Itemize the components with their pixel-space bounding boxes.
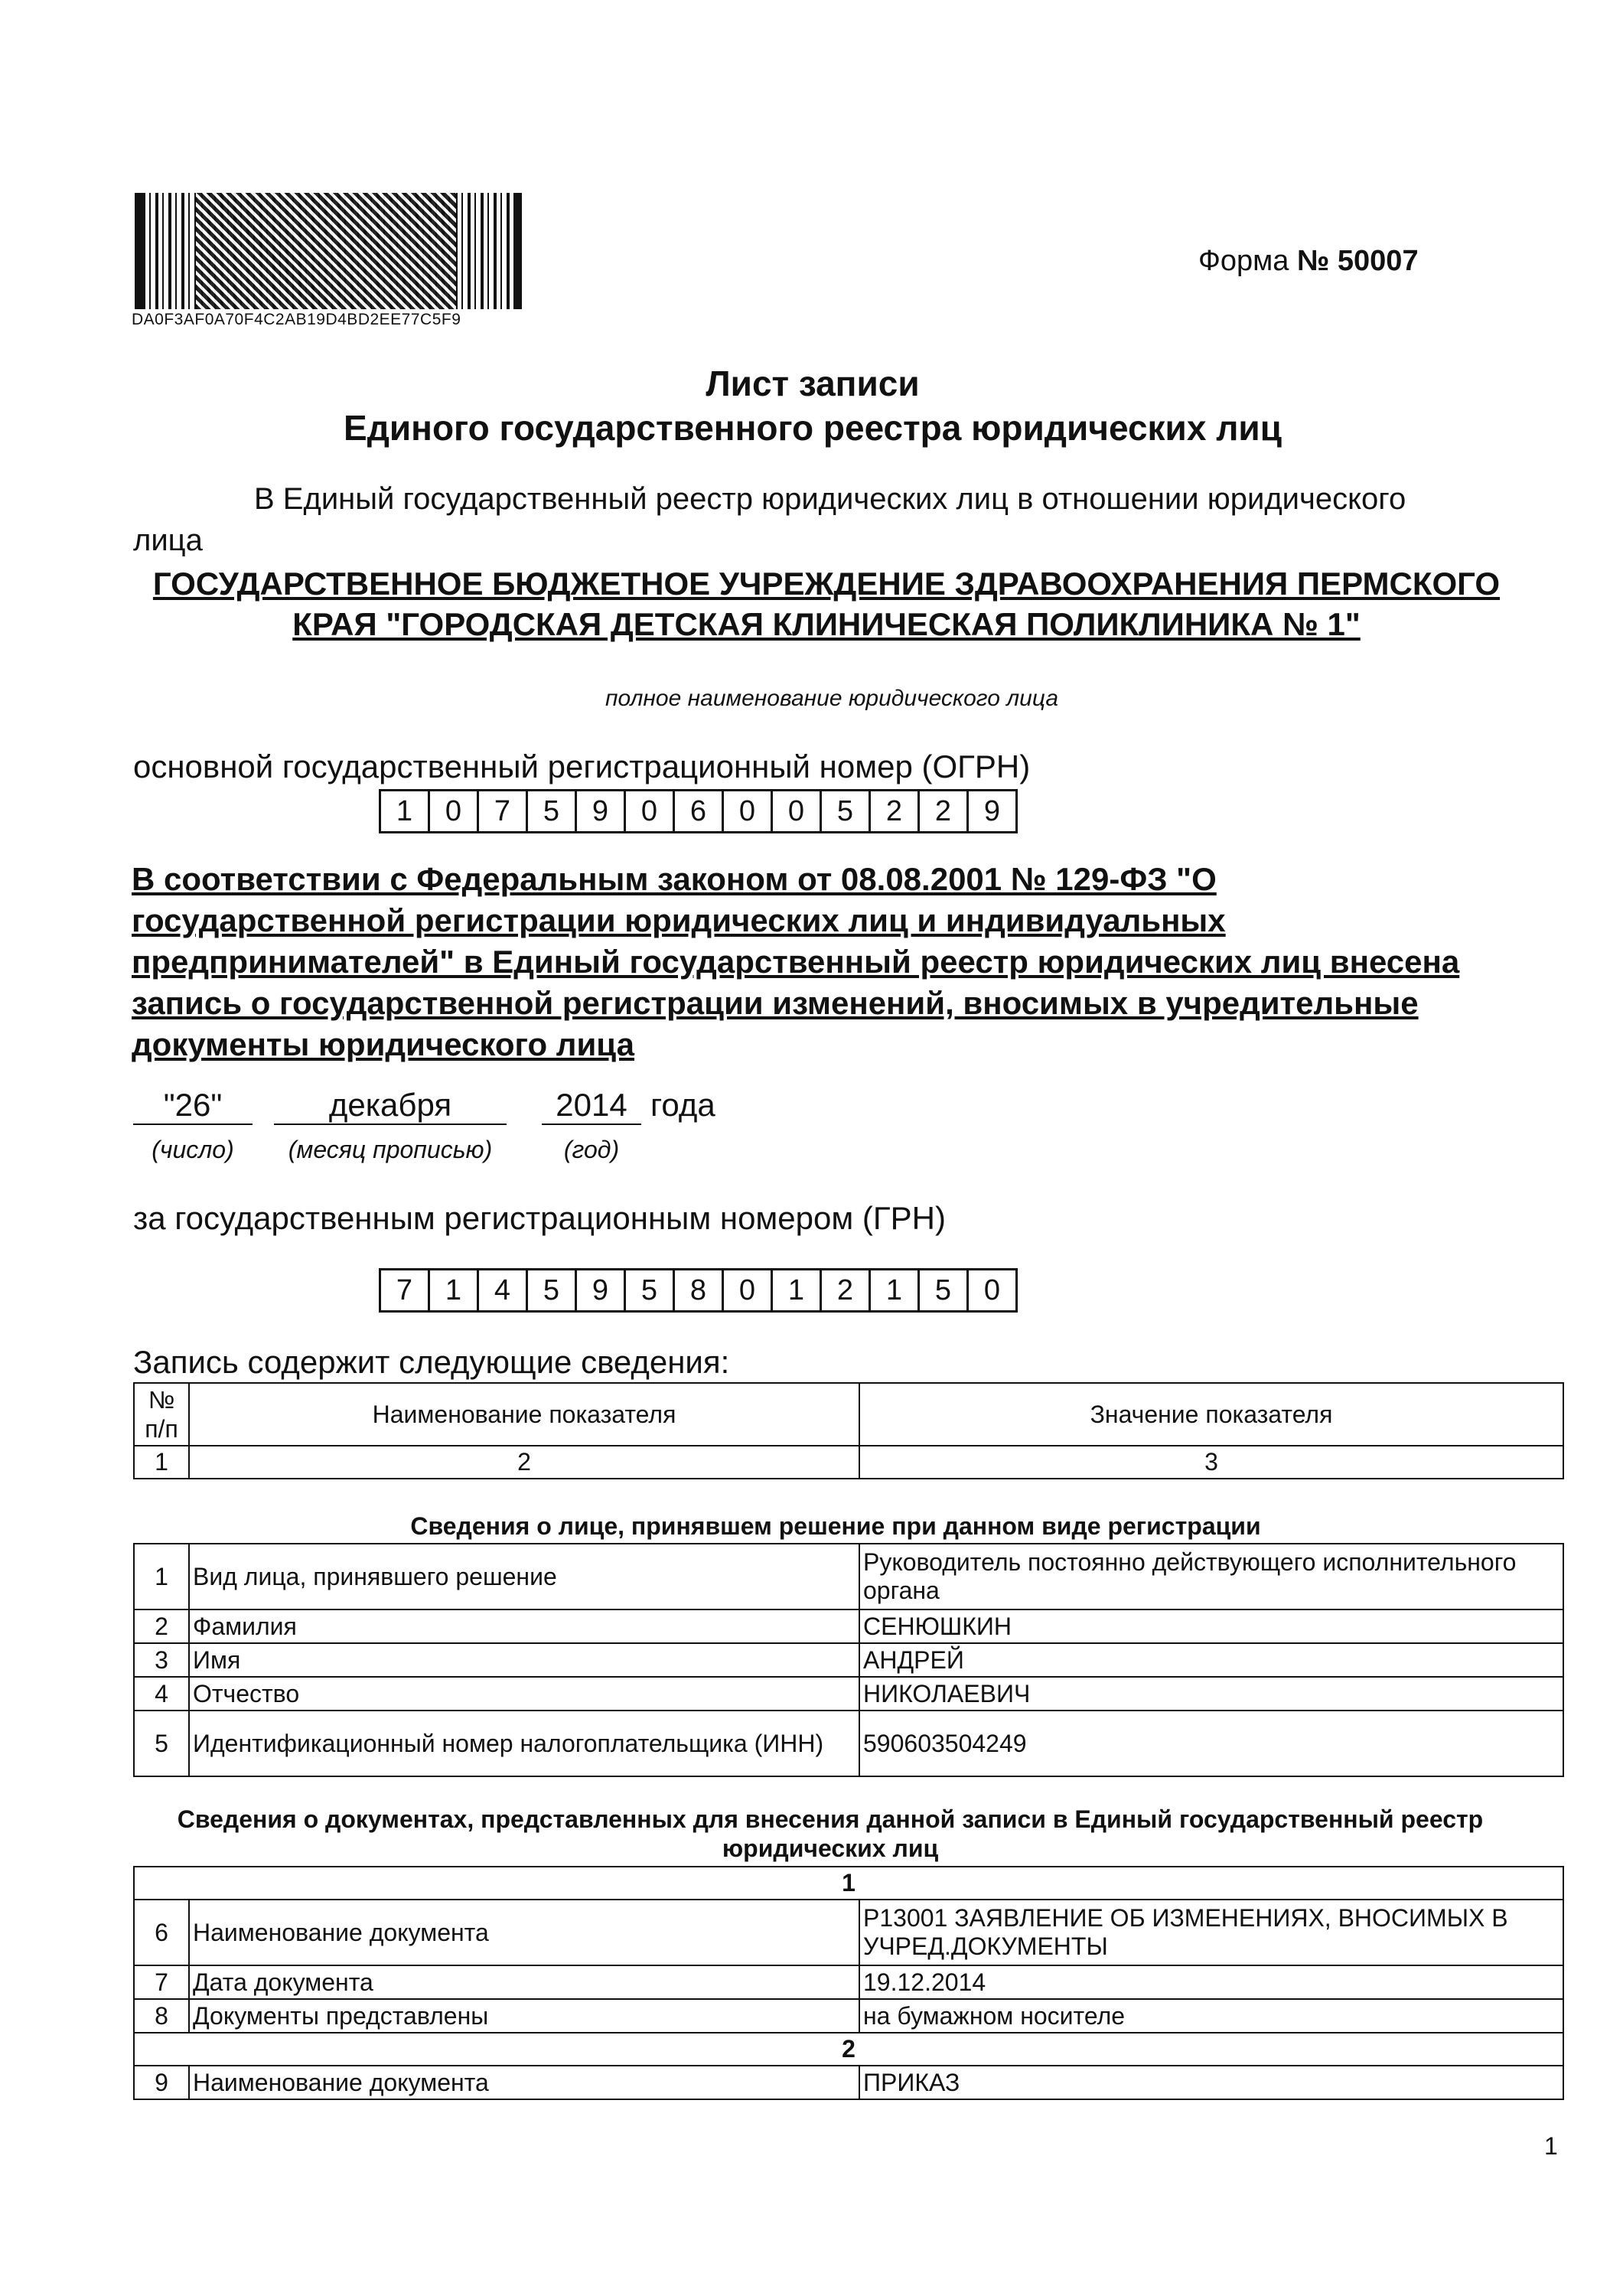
- page-number: 1: [1544, 2132, 1558, 2160]
- grn-digit: 0: [724, 1270, 773, 1310]
- organization-name: ГОСУДАРСТВЕННОЕ БЮДЖЕТНОЕ УЧРЕЖДЕНИЕ ЗДРАВООХРАНЕНИЯ ПЕРМСКОГО КРАЯ "ГОРОДСКАЯ ДЕТСКАЯ КЛИНИЧЕСКАЯ ПОЛИКЛИНИКА № 1": [152, 566, 1501, 642]
- row-name: Дата документа: [189, 1965, 859, 1999]
- form-number: [1198, 245, 1419, 278]
- row-name: Идентификационный номер налогоплательщика (ИНН): [189, 1711, 859, 1776]
- grn-label: за государственным регистрационным номером (ГРН): [133, 1200, 946, 1236]
- grn-digit: 2: [822, 1270, 871, 1310]
- group-number: 1: [134, 1867, 1563, 1900]
- row-name: Наименование документа: [189, 1900, 859, 1965]
- row-name: Документы представлены: [189, 1999, 859, 2033]
- intro-line-1: В Единый государственный реестр юридических лиц в отношении юридического: [254, 482, 1406, 516]
- header-col-2: 2: [189, 1446, 859, 1479]
- ogrn-digit: 6: [675, 791, 724, 831]
- row-number: 2: [134, 1609, 189, 1643]
- date-day: "26": [133, 1087, 253, 1125]
- document-subtitle: Единого государственного реестра юридических лиц: [344, 408, 1282, 448]
- ogrn-digit: 0: [430, 791, 479, 831]
- header-col-3: 3: [859, 1446, 1563, 1479]
- barcode-2d: [135, 193, 522, 309]
- grn-digit: 5: [528, 1270, 577, 1310]
- row-name: Имя: [189, 1643, 859, 1677]
- date-month: декабря: [274, 1087, 507, 1125]
- row-value: ПРИКАЗ: [859, 2066, 1563, 2099]
- table-row: [134, 1999, 1563, 2033]
- row-number: 9: [134, 2066, 189, 2099]
- table-row: [134, 1609, 1563, 1643]
- row-number: 8: [134, 1999, 189, 2033]
- ogrn-digit: 0: [626, 791, 675, 831]
- date-year: 2014: [542, 1087, 641, 1125]
- ogrn-digit: 2: [871, 791, 920, 831]
- organization-caption: полное наименование юридического лица: [605, 686, 1059, 711]
- document-title: Лист записи: [706, 364, 920, 403]
- row-name: Фамилия: [189, 1609, 859, 1643]
- row-number: 5: [134, 1711, 189, 1776]
- table-row: [134, 1677, 1563, 1711]
- row-value: АНДРЕЙ: [859, 1643, 1563, 1677]
- ogrn-digit: 0: [773, 791, 822, 831]
- ogrn-digit: 0: [724, 791, 773, 831]
- ogrn-digit: 1: [381, 791, 430, 831]
- row-value: 590603504249: [859, 1711, 1563, 1776]
- section1-table: [133, 1543, 1564, 1777]
- ogrn-digit: 9: [577, 791, 626, 831]
- header-num: № п/п: [134, 1383, 189, 1446]
- grn-digits: [379, 1268, 1018, 1313]
- section2-table: [133, 1866, 1564, 2100]
- grn-digit: 1: [773, 1270, 822, 1310]
- date-day-caption: (число): [152, 1136, 234, 1163]
- table-row: [134, 1383, 1563, 1446]
- ogrn-digit: 2: [920, 791, 969, 831]
- ogrn-digit: 7: [479, 791, 528, 831]
- row-name: Наименование документа: [189, 2066, 859, 2099]
- row-number: 4: [134, 1677, 189, 1711]
- grn-digit: 1: [430, 1270, 479, 1310]
- grn-digit: 0: [983, 1274, 1001, 1306]
- table-row: [134, 1965, 1563, 1999]
- table-row: [134, 2033, 1563, 2066]
- ogrn-digit: 5: [822, 791, 871, 831]
- row-value: НИКОЛАЕВИЧ: [859, 1677, 1563, 1711]
- table-row: [134, 1900, 1563, 1965]
- grn-digit: 5: [626, 1270, 675, 1310]
- row-value: Руководитель постоянно действующего исполнительного органа: [859, 1544, 1563, 1609]
- section1-title: Сведения о лице, принявшем решение при данном виде регистрации: [410, 1512, 1261, 1540]
- row-value: СЕНЮШКИН: [859, 1609, 1563, 1643]
- grn-digit: 8: [675, 1270, 724, 1310]
- grn-digit: 4: [479, 1270, 528, 1310]
- row-number: 6: [134, 1900, 189, 1965]
- table-row: [134, 1446, 1563, 1479]
- barcode-code: DA0F3AF0A70F4C2AB19D4BD2EE77C5F9: [132, 311, 461, 328]
- date-year-caption: (год): [563, 1136, 620, 1163]
- record-header-table: [133, 1382, 1564, 1479]
- form-number-value: № 50007: [1296, 245, 1419, 277]
- law-statement: В соответствии с Федеральным законом от 08.08.2001 № 129-ФЗ "О государственной регистрации юридических лиц и индивидуальных предпринимателей" в Единый государственный реестр юридических лиц внесена запись о государственной регистрации изменений, вносимых в учредительные документы юридического лица: [132, 861, 1460, 1062]
- row-number: 7: [134, 1965, 189, 1999]
- grn-digit: 7: [381, 1270, 430, 1310]
- header-col-1: 1: [134, 1446, 189, 1479]
- grn-digit: 1: [871, 1270, 920, 1310]
- table-row: [134, 1544, 1563, 1609]
- grn-digit: 5: [920, 1270, 969, 1310]
- row-value: на бумажном носителе: [859, 1999, 1563, 2033]
- intro-line-2: лица: [133, 523, 203, 557]
- row-number: 3: [134, 1643, 189, 1677]
- table-row: [134, 1711, 1563, 1776]
- ogrn-digits: [379, 789, 1018, 833]
- row-name: Вид лица, принявшего решение: [189, 1544, 859, 1609]
- grn-digit: 9: [577, 1270, 626, 1310]
- header-name: Наименование показателя: [189, 1383, 859, 1446]
- header-value: Значение показателя: [859, 1383, 1563, 1446]
- row-value: Р13001 ЗАЯВЛЕНИЕ ОБ ИЗМЕНЕНИЯХ, ВНОСИМЫХ В УЧРЕД.ДОКУМЕНТЫ: [859, 1900, 1563, 1965]
- row-name: Отчество: [189, 1677, 859, 1711]
- row-value: 19.12.2014: [859, 1965, 1563, 1999]
- record-title: Запись содержит следующие сведения:: [133, 1344, 730, 1380]
- ogrn-label: основной государственный регистрационный номер (ОГРН): [133, 748, 1031, 784]
- date-month-caption: (месяц прописью): [288, 1136, 493, 1163]
- row-number: 1: [134, 1544, 189, 1609]
- date-suffix: года: [650, 1087, 715, 1123]
- section2-title: Сведения о документах, представленных для внесения данной записи в Единый государственный реестр юридических лиц: [177, 1805, 1484, 1862]
- table-row: [134, 1643, 1563, 1677]
- form-label: Форма: [1198, 245, 1289, 277]
- table-row: [134, 2066, 1563, 2099]
- ogrn-digit: 5: [528, 791, 577, 831]
- ogrn-digit: 9: [983, 794, 1001, 827]
- table-row: [134, 1867, 1563, 1900]
- group-number: 2: [134, 2033, 1563, 2066]
